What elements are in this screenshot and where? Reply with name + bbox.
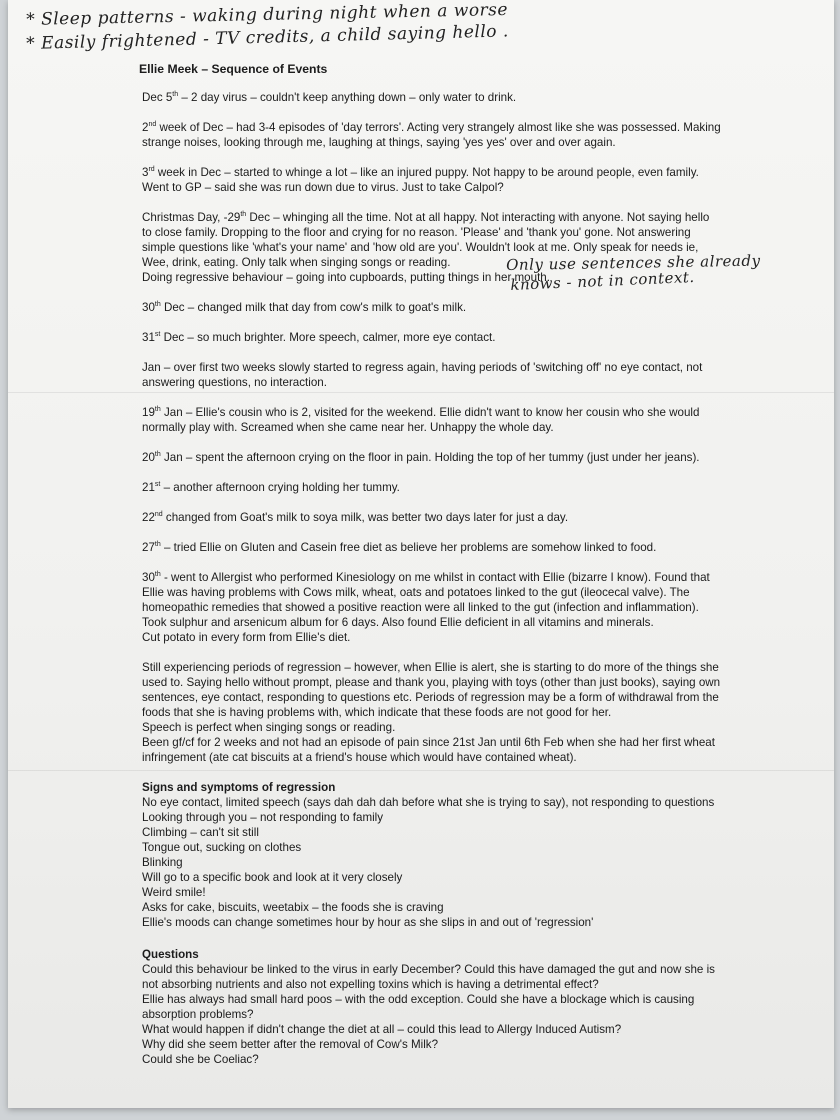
entry-line — [142, 450, 700, 465]
entry-text: – another afternoon crying holding her tummy. — [160, 481, 400, 494]
entry-line — [142, 600, 699, 615]
entry-line — [142, 570, 710, 585]
event-entry — [142, 510, 667, 525]
entry-date: Dec 5 — [142, 91, 173, 104]
entry-line — [142, 615, 667, 630]
entry-date: 31 — [142, 331, 155, 344]
question-line: not absorbing nutrients and also not expelling toxins which is having a detrimental effect? — [142, 978, 599, 991]
symptom-item: Looking through you – not responding to family — [142, 811, 384, 824]
entry-text: week of Dec – had 3-4 episodes of 'day terrors'. Acting very strangely almost like she was possessed. Making — [156, 121, 721, 134]
event-entry — [142, 660, 721, 765]
question-line: Ellie has always had small hard poos – with the odd exception. Could she have a blockage which is causing — [142, 993, 695, 1006]
event-entry — [142, 210, 710, 285]
entry-line — [142, 690, 719, 705]
symptom-item: No eye contact, limited speech (says dah dah dah before what she is trying to say), not responding to questions — [142, 796, 715, 809]
entry-line — [142, 210, 710, 225]
entry-text: Went to GP – said she was run down due to virus. Just to take Calpol? — [142, 181, 504, 194]
entry-text: changed from Goat's milk to soya milk, was better two days later for just a day. — [162, 511, 569, 524]
entry-text: Still experiencing periods of regression – however, when Ellie is alert, she is starting to do more of the things she — [142, 661, 719, 674]
handwritten-note-context: knows - not in context. — [510, 267, 696, 294]
question-line: absorption problems? — [142, 1008, 254, 1021]
entry-line — [142, 420, 667, 435]
entry-text: Cut potato in every form from Ellie's diet. — [142, 631, 351, 644]
entry-text: homeopathic remedies that showed a positive reaction were all linked to the gut (infection and inflammation). — [142, 601, 699, 614]
entry-text: Dec – whinging all the time. Not at all happy. Not interacting with anyone. Not saying hello — [246, 211, 710, 224]
date-suffix: th — [154, 451, 161, 459]
entry-date: 21 — [142, 481, 155, 494]
entry-text: - went to Allergist who performed Kinesiology on me whilst in contact with Ellie (bizarre I know). Found that — [160, 571, 710, 584]
entry-line — [142, 630, 667, 645]
entry-line — [142, 510, 667, 525]
handwritten-note-frightened: * Easily frightened - TV credits, a child saying hello . — [26, 21, 510, 54]
entry-line — [142, 720, 667, 735]
entry-date: 30 — [142, 301, 155, 314]
entry-text: simple questions like 'what's your name' and 'how old are you'. Wouldn't look at me. Only speak for needs ie, — [142, 241, 699, 254]
signs-heading: Signs and symptoms of regression — [142, 781, 336, 794]
entry-text: Dec – changed milk that day from cow's milk to goat's milk. — [160, 301, 467, 314]
date-suffix: st — [154, 331, 161, 339]
entry-line — [142, 480, 667, 495]
entry-date: 3 — [142, 166, 149, 179]
entry-line — [142, 120, 721, 135]
entry-line — [142, 270, 667, 285]
question-line: Could she be Coeliac? — [142, 1053, 259, 1066]
signs-list — [142, 795, 715, 930]
event-entry — [142, 330, 667, 345]
entry-text: Speech is perfect when singing songs or reading. — [142, 721, 396, 734]
event-entry — [142, 300, 667, 315]
entry-text: normally play with. Screamed when she came near her. Unhappy the whole day. — [142, 421, 554, 434]
entry-line — [142, 180, 667, 195]
date-suffix: th — [172, 91, 179, 99]
entry-date: 19 — [142, 406, 155, 419]
symptom-item: Weird smile! — [142, 886, 206, 899]
entry-text: used to. Saying hello without prompt, please and thank you, playing with toys (other than just books), saying own — [142, 676, 721, 689]
typed-document — [139, 62, 721, 1067]
event-entry — [142, 450, 700, 465]
event-entry — [142, 90, 667, 105]
date-suffix: rd — [148, 166, 155, 174]
entry-date: 27 — [142, 541, 155, 554]
event-entry — [142, 165, 699, 195]
entry-text: foods that she is having problems with, which indicate that these foods are not good for her. — [142, 706, 612, 719]
question-line: Why did she seem better after the removal of Cow's Milk? — [142, 1038, 439, 1051]
entry-line — [142, 585, 690, 600]
entry-line — [142, 750, 667, 765]
event-entry — [142, 405, 700, 435]
entry-text: answering questions, no interaction. — [142, 376, 327, 389]
entry-line — [142, 660, 719, 675]
date-suffix: th — [154, 541, 161, 549]
entry-text: Jan – spent the afternoon crying on the floor in pain. Holding the top of her tummy (just under her jeans). — [160, 451, 700, 464]
symptom-item: Will go to a specific book and look at it very closely — [142, 871, 403, 884]
entry-line — [142, 225, 691, 240]
entry-line — [142, 540, 667, 555]
entry-text: – 2 day virus – couldn't keep anything down – only water to drink. — [178, 91, 517, 104]
entry-line — [142, 405, 700, 420]
entry-text: infringement (ate cat biscuits at a friend's house which would have contained wheat). — [142, 751, 577, 764]
entry-date: 22 — [142, 511, 155, 524]
handwritten-note-sentences: Only use sentences she already — [506, 251, 761, 274]
date-suffix: st — [154, 481, 161, 489]
entry-text: Dec – so much brighter. More speech, calmer, more eye contact. — [160, 331, 496, 344]
entry-text: Wee, drink, eating. Only talk when singing songs or reading. — [142, 256, 451, 269]
question-line: What would happen if didn't change the diet at all – could this lead to Allergy Induced Autism? — [142, 1023, 622, 1036]
questions-heading: Questions — [142, 948, 199, 961]
entry-text: week in Dec – started to whinge a lot – like an injured puppy. Not happy to be around people, even family. — [154, 166, 699, 179]
date-suffix: th — [154, 301, 161, 309]
entry-line — [142, 675, 721, 690]
entry-text: Been gf/cf for 2 weeks and not had an episode of pain since 21st Jan until 6th Feb when she had her first wheat — [142, 736, 715, 749]
entry-line — [142, 330, 667, 345]
date-suffix: th — [154, 406, 161, 414]
date-suffix: th — [154, 571, 161, 579]
entry-date: Christmas Day, -29 — [142, 211, 241, 224]
event-entry — [142, 120, 721, 150]
handwritten-note-sleep: * Sleep patterns - waking during night when a worse — [26, 0, 509, 30]
questions-list — [142, 962, 715, 1067]
event-entries — [142, 90, 721, 765]
event-entry — [142, 360, 703, 390]
entry-line — [142, 90, 667, 105]
entry-line — [142, 135, 667, 150]
entry-text: Ellie was having problems with Cows milk, wheat, oats and potatoes linked to the gut (ileocecal valve). The — [142, 586, 690, 599]
entry-line — [142, 360, 703, 375]
entry-line — [142, 240, 699, 255]
entry-text: Jan – over first two weeks slowly started to regress again, having periods of 'switching off' no eye contact, not — [142, 361, 703, 374]
entry-line — [142, 375, 667, 390]
entry-text: sentences, eye contact, responding to questions etc. Periods of regression may be a form of withdrawal from the — [142, 691, 719, 704]
symptom-item: Tongue out, sucking on clothes — [142, 841, 302, 854]
symptom-item: Blinking — [142, 856, 183, 869]
entry-date: 30 — [142, 571, 155, 584]
entry-line — [142, 735, 715, 750]
event-entry — [142, 570, 710, 645]
document-title: Ellie Meek – Sequence of Events — [139, 62, 328, 76]
date-suffix: nd — [148, 121, 157, 129]
symptom-item: Climbing – can't sit still — [142, 826, 259, 839]
question-line: Could this behaviour be linked to the virus in early December? Could this have damaged the gut and now she is — [142, 963, 715, 976]
entry-line — [142, 255, 667, 270]
entry-text: to close family. Dropping to the floor and crying for no reason. 'Please' and 'thank you' gone. Not answering — [142, 226, 691, 239]
entry-date: 2 — [142, 121, 149, 134]
event-entry — [142, 540, 667, 555]
entry-date: 20 — [142, 451, 155, 464]
entry-line — [142, 705, 667, 720]
date-suffix: th — [240, 211, 247, 219]
entry-text: Took sulphur and arsenicum album for 6 days. Also found Ellie deficient in all vitamins and minerals. — [142, 616, 654, 629]
entry-text: – tried Ellie on Gluten and Casein free diet as believe her problems are somehow linked to food. — [160, 541, 657, 554]
entry-text: Jan – Ellie's cousin who is 2, visited for the weekend. Ellie didn't want to know her cousin who she would — [160, 406, 700, 419]
entry-text: strange noises, looking through me, laughing at things, saying 'yes yes' over and over again. — [142, 136, 616, 149]
entry-text: Doing regressive behaviour – going into cupboards, putting things in her mouth. — [142, 271, 550, 284]
symptom-item: Asks for cake, biscuits, weetabix – the foods she is craving — [142, 901, 444, 914]
event-entry — [142, 480, 667, 495]
entry-line — [142, 165, 699, 180]
entry-line — [142, 300, 667, 315]
date-suffix: nd — [154, 511, 163, 519]
symptom-item: Ellie's moods can change sometimes hour by hour as she slips in and out of 'regression' — [142, 916, 594, 929]
